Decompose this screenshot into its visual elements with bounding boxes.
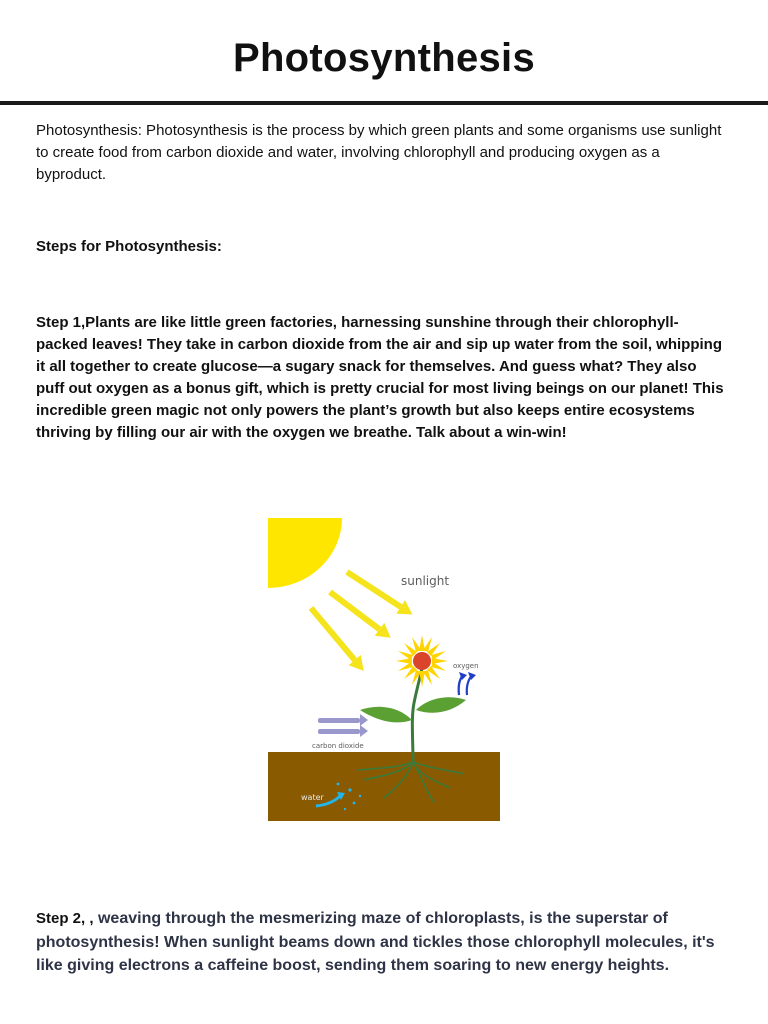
title-divider (0, 101, 768, 105)
step-2-paragraph (36, 907, 736, 978)
steps-heading: Steps for Photosynthesis: (36, 238, 222, 255)
carbon-dioxide-arrows (318, 714, 368, 737)
step-2-text: weaving through the mesmerizing maze of chloroplasts, is the superstar of photosynthesis! When sunlight beams down and tickles those chlorophyll molecules, it's like giving electrons a caffeine boost, sending them soaring to new energy heights. (36, 910, 715, 974)
sunlight-arrows (305, 565, 417, 676)
right-leaf (416, 697, 466, 713)
soil (268, 752, 500, 821)
intro-paragraph: Photosynthesis: Photosynthesis is the process by which green plants and some organisms use sunlight to create food from carbon dioxide and water, involving chlorophyll and producing oxygen as a byproduct. (36, 122, 722, 183)
oxygen-arrows (459, 675, 472, 695)
sunlight-label: sunlight (401, 574, 450, 588)
step-1-paragraph: Step 1,Plants are like little green factories, harnessing sunshine through their chlorophyll-packed leaves! They take in carbon dioxide from the air and sip up water from the soil, whipping it all together to create glucose—a sugary snack for themselves. And guess what? They also puff out oxygen as a bonus gift, which is pretty crucial for most living beings on our planet! This incredible green magic not only powers the plant’s growth but also keeps entire ecosystems thriving by filling our air with the oxygen we breathe. Talk about a win-win! (36, 314, 724, 441)
sunflower (396, 635, 448, 687)
water-label: water (301, 793, 324, 802)
carbon-dioxide-label: carbon dioxide (312, 742, 364, 750)
page-title: Photosynthesis (232, 36, 536, 80)
oxygen-label: oxygen (453, 662, 479, 670)
sun-icon (268, 518, 342, 588)
step-2-lead: Step 2, , (36, 910, 94, 927)
photosynthesis-diagram (268, 518, 500, 821)
